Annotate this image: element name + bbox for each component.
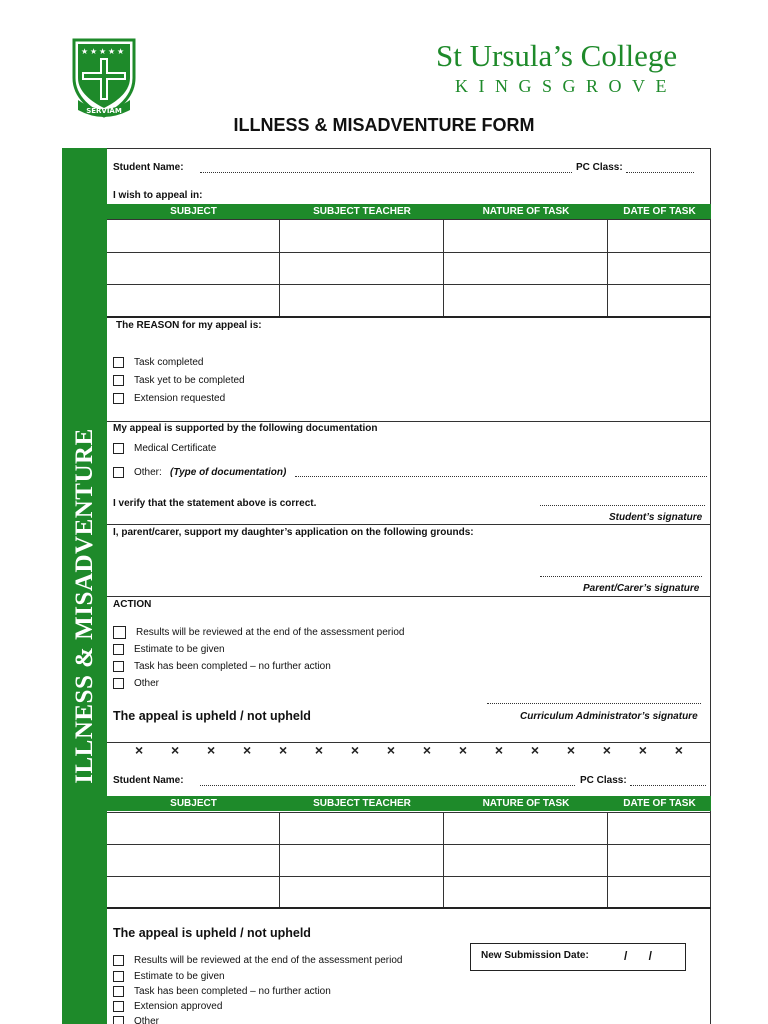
tear-pc-class-label: PC Class: xyxy=(580,775,627,786)
table-row xyxy=(107,284,711,316)
college-crest-logo xyxy=(72,38,136,118)
cut-mark-icon: × xyxy=(314,742,324,758)
checkbox[interactable] xyxy=(113,357,124,368)
col-subject: SUBJECT xyxy=(170,206,217,217)
teacher-cell[interactable] xyxy=(280,813,444,844)
subject-cell[interactable] xyxy=(107,220,280,252)
cut-mark-icon: × xyxy=(638,742,647,758)
tear-student-name-label: Student Name: xyxy=(113,775,184,786)
task-nature-cell[interactable] xyxy=(444,845,608,876)
reason-label: The REASON for my appeal is: xyxy=(116,320,262,331)
tear-subject-table-header xyxy=(107,796,711,811)
task-nature-cell[interactable] xyxy=(444,285,608,316)
pc-class-field[interactable] xyxy=(626,172,694,173)
parent-statement: I, parent/carer, support my daughter’s application on the following grounds: xyxy=(113,527,474,538)
task-nature-cell[interactable] xyxy=(444,877,608,908)
svg-text:★: ★ xyxy=(117,47,125,56)
col-nature-of-task: NATURE OF TASK xyxy=(482,798,570,809)
parent-signature-line[interactable] xyxy=(540,576,702,577)
cut-mark-icon: × xyxy=(458,742,468,758)
subject-cell[interactable] xyxy=(107,813,280,844)
doc-other-field[interactable] xyxy=(295,476,707,477)
svg-text:★: ★ xyxy=(108,47,116,56)
crest-motto: SERVIAM xyxy=(86,107,122,115)
task-nature-cell[interactable] xyxy=(444,220,608,252)
student-signature-label: Student’s signature xyxy=(609,512,703,523)
tear-appeal-result-text: The appeal is upheld / not upheld xyxy=(113,926,311,940)
svg-text:★: ★ xyxy=(90,47,98,56)
task-date-cell[interactable] xyxy=(608,877,711,908)
parent-signature-label: Parent/Carer’s signature xyxy=(583,583,700,594)
col-subject: SUBJECT xyxy=(170,798,217,809)
checkbox[interactable] xyxy=(113,626,126,639)
sidebar-label: ILLNESS & MISADVENTURE xyxy=(71,428,98,784)
checkbox[interactable] xyxy=(113,1016,124,1024)
checkbox[interactable] xyxy=(113,443,124,454)
checkbox[interactable] xyxy=(113,375,124,386)
subject-cell[interactable] xyxy=(107,845,280,876)
appeal-result-text: The appeal is upheld / not upheld xyxy=(113,709,311,723)
tear-student-name-field[interactable] xyxy=(200,785,575,786)
cut-mark-icon: × xyxy=(170,742,180,758)
student-name-field[interactable] xyxy=(200,172,572,173)
doc-option-medical[interactable]: Medical Certificate xyxy=(113,443,216,454)
cut-mark-icon: × xyxy=(530,742,540,758)
teacher-cell[interactable] xyxy=(280,253,444,284)
svg-text:★: ★ xyxy=(99,47,107,56)
tear-option-other[interactable]: Other xyxy=(113,1016,159,1024)
tear-pc-class-field[interactable] xyxy=(630,785,706,786)
cut-mark-icon: × xyxy=(386,742,396,758)
form-title: ILLNESS & MISADVENTURE FORM xyxy=(233,115,535,135)
new-submission-date-label: New Submission Date: xyxy=(481,950,589,961)
cut-mark-icon: × xyxy=(674,742,683,758)
table-row xyxy=(107,876,711,908)
section-divider xyxy=(107,524,711,525)
section-divider xyxy=(107,596,711,597)
col-date-of-task: DATE OF TASK xyxy=(623,798,696,809)
doc-option-other[interactable]: Other: xyxy=(113,467,162,478)
task-date-cell[interactable] xyxy=(608,220,711,252)
task-date-cell[interactable] xyxy=(608,813,711,844)
tear-option-review[interactable]: Results will be reviewed at the end of the assessment period xyxy=(113,955,402,966)
cut-mark-icon: × xyxy=(135,742,144,758)
teacher-cell[interactable] xyxy=(280,220,444,252)
cut-mark-icon: × xyxy=(350,742,360,758)
table-row xyxy=(107,812,711,844)
checkbox[interactable] xyxy=(113,678,124,689)
doc-other-hint: (Type of documentation) xyxy=(170,467,287,478)
subject-table-body xyxy=(107,219,711,317)
appeal-in-label: I wish to appeal in: xyxy=(113,190,203,201)
task-nature-cell[interactable] xyxy=(444,813,608,844)
task-date-cell[interactable] xyxy=(608,285,711,316)
admin-signature-label: Curriculum Administrator’s signature xyxy=(520,711,698,722)
cut-mark-icon: × xyxy=(566,742,575,758)
student-signature-line[interactable] xyxy=(540,505,705,506)
svg-text:★: ★ xyxy=(81,47,89,56)
checkbox[interactable] xyxy=(113,1001,124,1012)
student-name-label: Student Name: xyxy=(113,162,184,173)
new-submission-date-field[interactable]: / / xyxy=(624,949,653,963)
action-option-estimate[interactable]: Estimate to be given xyxy=(113,644,225,655)
admin-signature-line[interactable] xyxy=(487,703,701,704)
task-date-cell[interactable] xyxy=(608,253,711,284)
tear-separator xyxy=(107,742,711,758)
reason-option-extension[interactable]: Extension requested xyxy=(113,393,225,404)
checkbox[interactable] xyxy=(113,971,124,982)
verify-statement: I verify that the statement above is correct. xyxy=(113,498,317,509)
tear-subject-table-body xyxy=(107,812,711,909)
action-option-other[interactable]: Other xyxy=(113,678,159,689)
subject-table-header xyxy=(107,204,711,219)
col-subject-teacher: SUBJECT TEACHER xyxy=(313,798,411,809)
tear-option-completed[interactable]: Task has been completed – no further action xyxy=(113,986,331,997)
reason-option-task-completed[interactable]: Task completed xyxy=(113,357,203,368)
action-option-completed[interactable]: Task has been completed – no further action xyxy=(113,661,331,672)
table-row xyxy=(107,844,711,876)
task-date-cell[interactable] xyxy=(608,845,711,876)
section-divider xyxy=(107,421,711,422)
teacher-cell[interactable] xyxy=(280,845,444,876)
teacher-cell[interactable] xyxy=(280,877,444,908)
checkbox[interactable] xyxy=(113,986,124,997)
checkbox[interactable] xyxy=(113,467,124,478)
checkbox[interactable] xyxy=(113,955,124,966)
cut-mark-icon: × xyxy=(494,742,504,758)
cut-mark-icon: × xyxy=(206,742,216,758)
pc-class-label: PC Class: xyxy=(576,162,623,173)
teacher-cell[interactable] xyxy=(280,285,444,316)
documentation-label: My appeal is supported by the following documentation xyxy=(113,423,378,434)
checkbox[interactable] xyxy=(113,661,124,672)
checkbox[interactable] xyxy=(113,393,124,404)
subject-cell[interactable] xyxy=(107,877,280,908)
col-date-of-task: DATE OF TASK xyxy=(623,206,696,217)
tear-option-estimate[interactable]: Estimate to be given xyxy=(113,971,225,982)
table-row xyxy=(107,252,711,284)
college-name: St Ursula’s College xyxy=(436,38,678,73)
subject-cell[interactable] xyxy=(107,285,280,316)
reason-option-task-yet-to-complete[interactable]: Task yet to be completed xyxy=(113,375,245,386)
college-location: KINGSGROVE xyxy=(455,76,677,96)
section-divider xyxy=(107,907,711,909)
cut-mark-icon: × xyxy=(602,742,611,758)
cut-mark-icon: × xyxy=(278,742,288,758)
task-nature-cell[interactable] xyxy=(444,253,608,284)
subject-cell[interactable] xyxy=(107,253,280,284)
cut-mark-icon: × xyxy=(422,742,432,758)
col-nature-of-task: NATURE OF TASK xyxy=(482,206,570,217)
tear-option-extension-approved[interactable]: Extension approved xyxy=(113,1001,222,1012)
col-subject-teacher: SUBJECT TEACHER xyxy=(313,206,411,217)
section-divider xyxy=(107,316,711,318)
action-option-review[interactable]: Results will be reviewed at the end of the assessment period xyxy=(113,626,404,639)
cut-mark-icon: × xyxy=(242,742,252,758)
checkbox[interactable] xyxy=(113,644,124,655)
action-label: ACTION xyxy=(113,599,152,610)
table-row xyxy=(107,219,711,252)
